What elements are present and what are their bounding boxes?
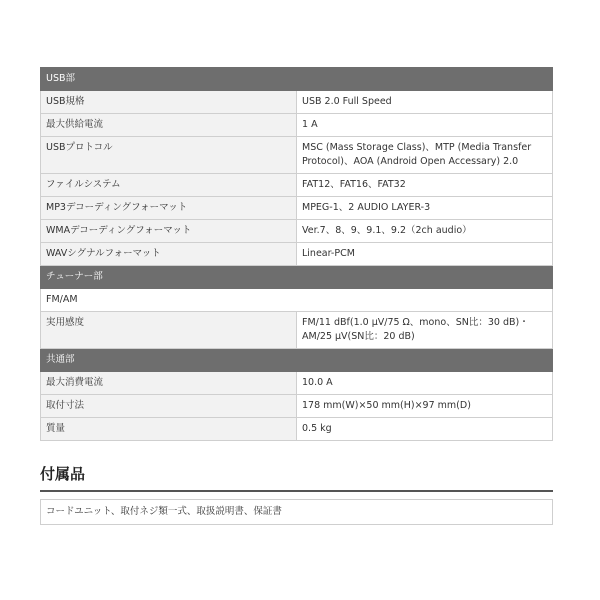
spec-value: 0.5 kg <box>297 418 553 441</box>
spec-label: 最大消費電流 <box>41 372 297 395</box>
spec-row-usb-standard <box>41 91 553 114</box>
spec-row-sensitivity <box>41 312 553 349</box>
section-header-usb <box>41 68 553 91</box>
spec-label: WMAデコーディングフォーマット <box>41 220 297 243</box>
spec-value: Linear-PCM <box>297 243 553 266</box>
spec-row-mounting-dimensions <box>41 395 553 418</box>
spec-value: FAT12、FAT16、FAT32 <box>297 174 553 197</box>
spec-row-mp3-format <box>41 197 553 220</box>
spec-row-max-supply-current <box>41 114 553 137</box>
spec-label: USBプロトコル <box>41 137 297 174</box>
spec-label: 実用感度 <box>41 312 297 349</box>
subhead-label: FM/AM <box>41 289 553 312</box>
spec-row-wav-format <box>41 243 553 266</box>
spec-row-wma-format <box>41 220 553 243</box>
spec-label: ファイルシステム <box>41 174 297 197</box>
spec-label: 取付寸法 <box>41 395 297 418</box>
section-header-tuner <box>41 266 553 289</box>
spec-value: MPEG-1、2 AUDIO LAYER-3 <box>297 197 553 220</box>
section-title: チューナー部 <box>41 266 553 289</box>
accessories-list: コードユニット、取付ネジ類一式、取扱説明書、保証書 <box>40 499 553 525</box>
spec-value: 178 mm(W)×50 mm(H)×97 mm(D) <box>297 395 553 418</box>
spec-row-file-system <box>41 174 553 197</box>
spec-label: 質量 <box>41 418 297 441</box>
spec-row-weight <box>41 418 553 441</box>
section-subhead-fm-am <box>41 289 553 312</box>
spec-value: MSC (Mass Storage Class)、MTP (Media Transfer Protocol)、AOA (Android Open Accessary) 2.0 <box>297 137 553 174</box>
spec-row-max-consumption <box>41 372 553 395</box>
spec-label: WAVシグナルフォーマット <box>41 243 297 266</box>
spec-value: 10.0 A <box>297 372 553 395</box>
section-title: 共通部 <box>41 349 553 372</box>
section-header-common <box>41 349 553 372</box>
accessories-heading: 付属品 <box>40 463 553 492</box>
spec-label: USB規格 <box>41 91 297 114</box>
spec-table <box>40 67 553 441</box>
spec-row-usb-protocol <box>41 137 553 174</box>
section-title: USB部 <box>41 68 553 91</box>
spec-value: Ver.7、8、9、9.1、9.2（2ch audio） <box>297 220 553 243</box>
spec-value: FM/11 dBf(1.0 μV/75 Ω、mono、SN比：30 dB)・AM/25 μV(SN比：20 dB) <box>297 312 553 349</box>
spec-value: 1 A <box>297 114 553 137</box>
spec-label: 最大供給電流 <box>41 114 297 137</box>
spec-label: MP3デコーディングフォーマット <box>41 197 297 220</box>
spec-value: USB 2.0 Full Speed <box>297 91 553 114</box>
